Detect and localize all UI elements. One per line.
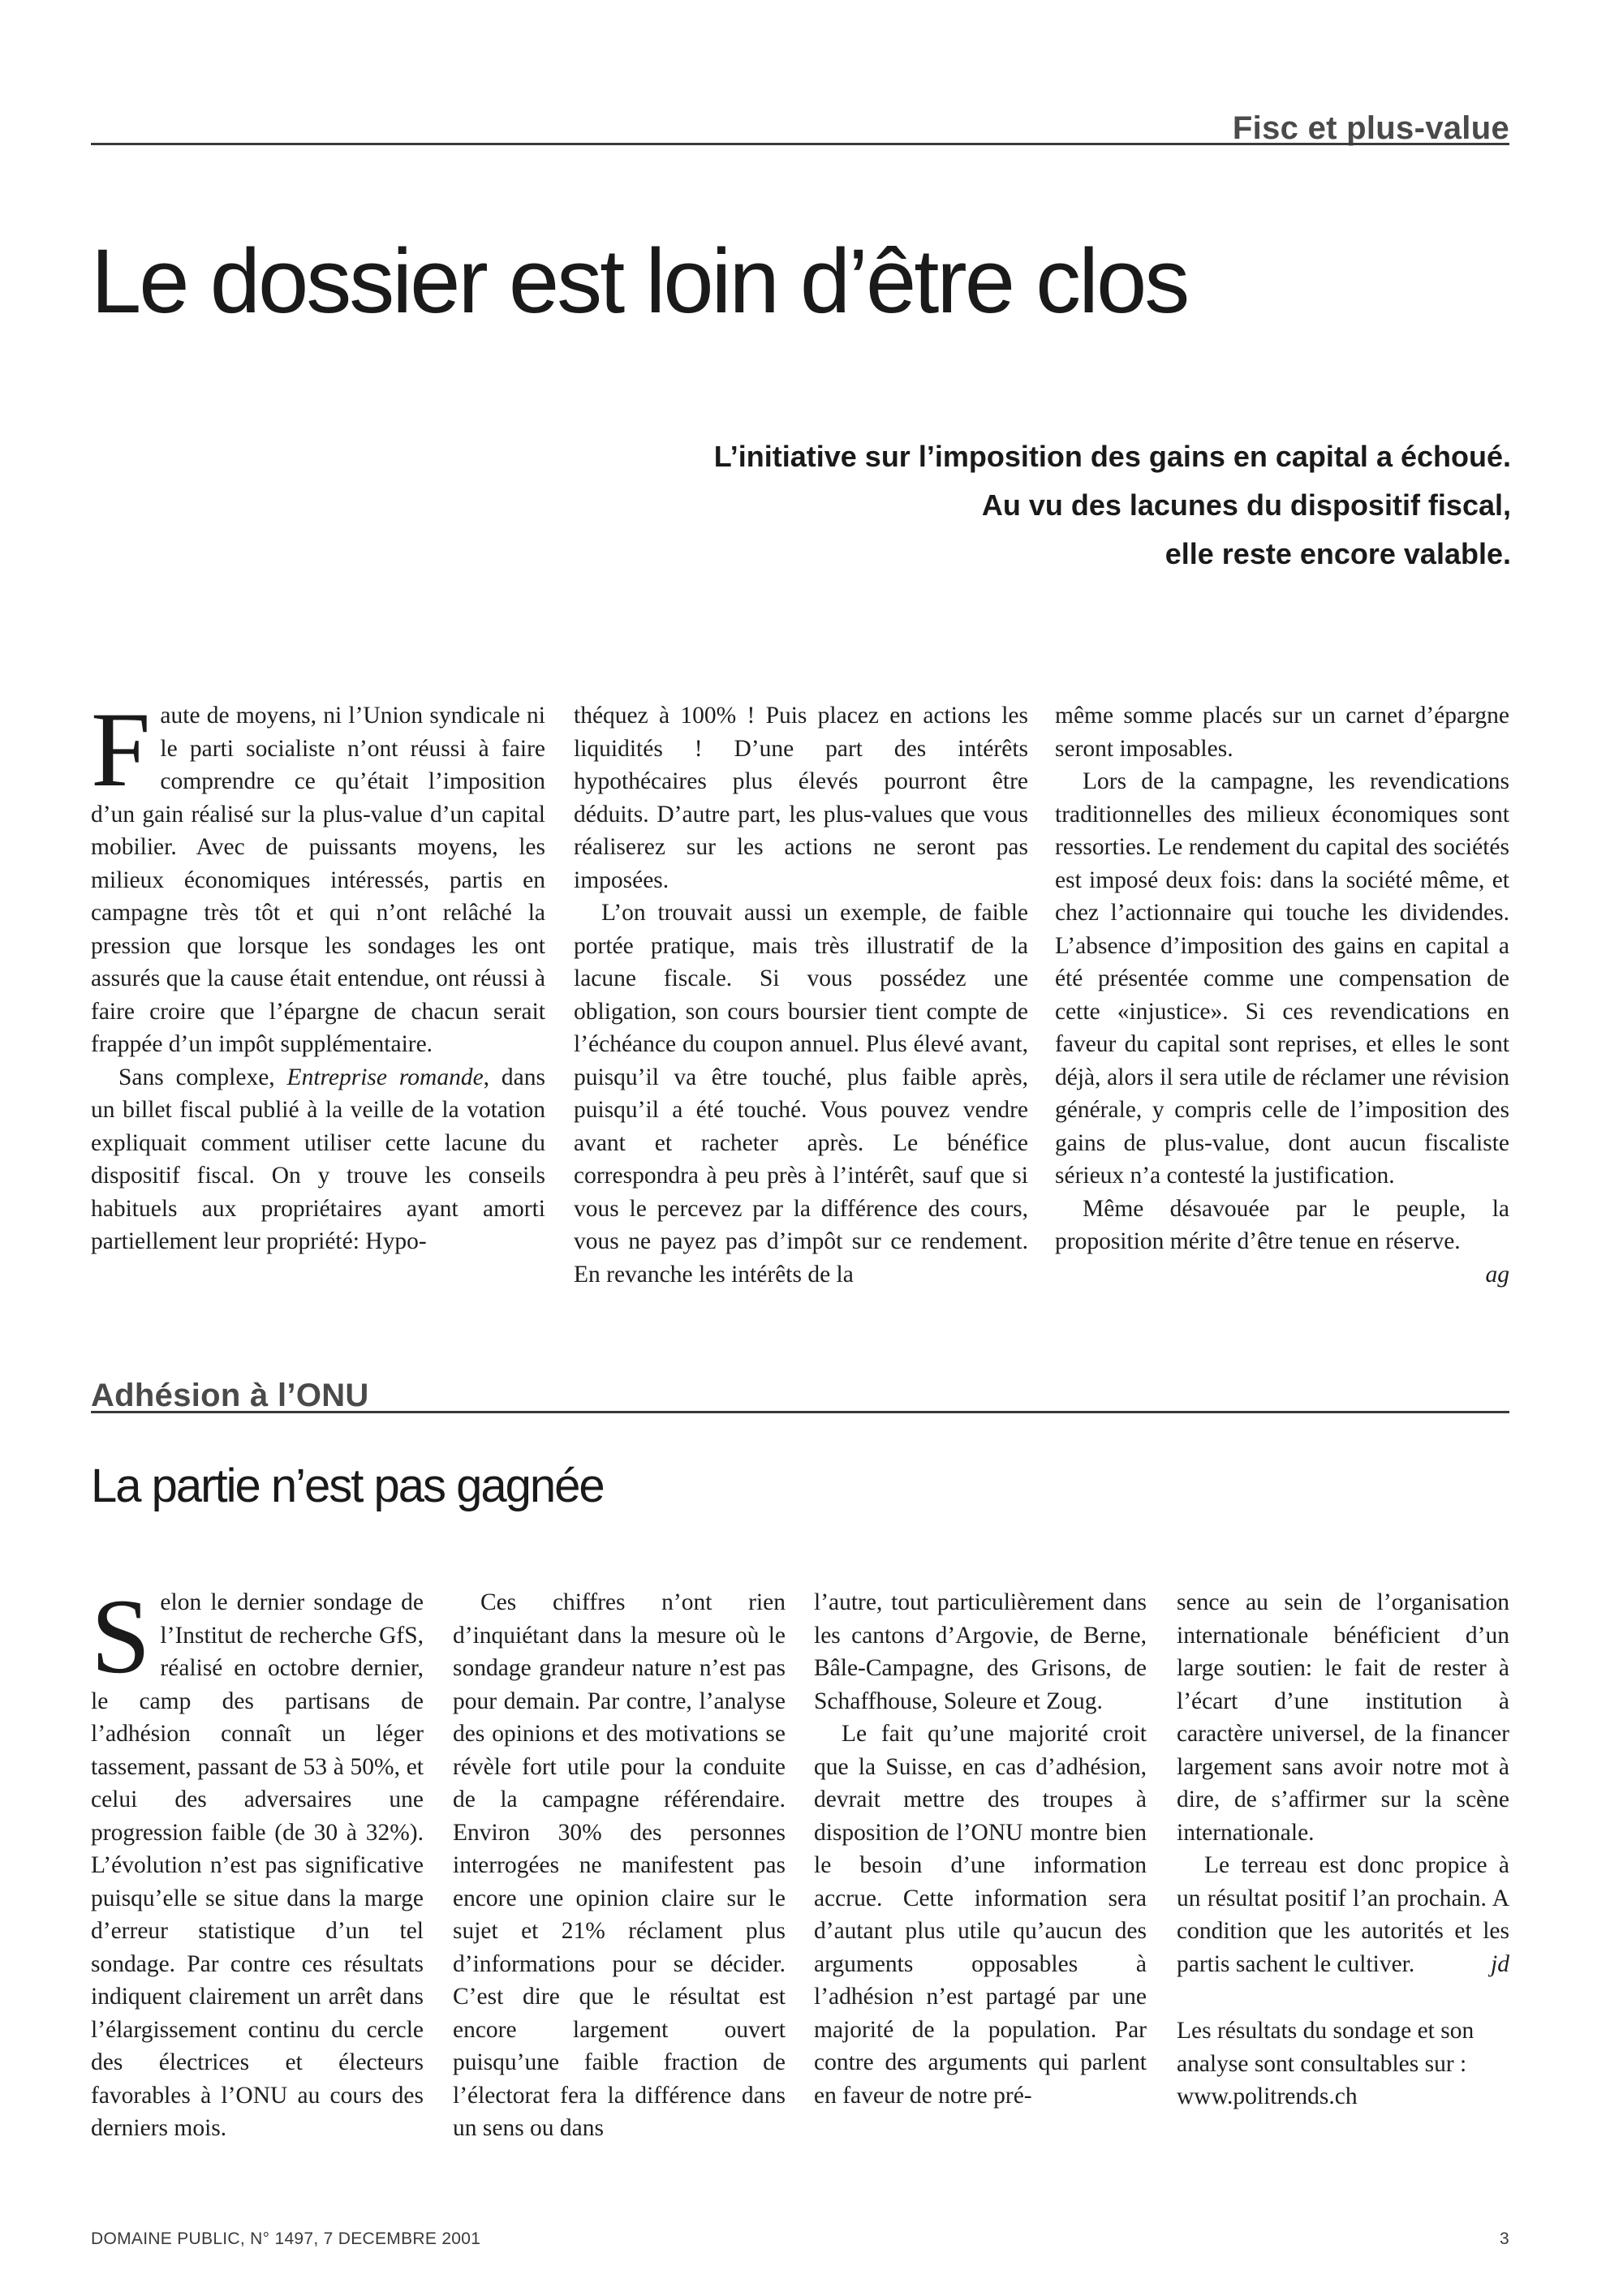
paragraph: théquez à 100% ! Puis placez en actions les liquidités ! D’une part des intérêts hypothécaires plus élevés pourront être déduits. D’autre part, les plus-values que vous réaliserez sur les actions ne seront pas imposées. bbox=[574, 703, 1028, 893]
page-footer bbox=[91, 2229, 1509, 2249]
paragraph-text: Le terreau est donc propice à un résultat positif l’an prochain. A condition que les autorités et les partis sachent le cultiver. bbox=[1177, 1852, 1509, 1977]
publication-name: Entreprise romande bbox=[286, 1064, 484, 1090]
article2-column-2 bbox=[453, 1586, 786, 2145]
publication-info: DOMAINE PUBLIC, N° 1497, 7 DECEMBRE 2001 bbox=[91, 2229, 481, 2248]
section-label-fisc: Fisc et plus-value bbox=[1232, 110, 1509, 146]
paragraph: sence au sein de l’organisation internationale bénéficient d’un large soutien: le fait de rester à l’écart d’une institution à caractère universel, de la financer largement sans avoir notre mot à dire, de s’affirmer sur la scène internationale. bbox=[1177, 1589, 1509, 1846]
paragraph bbox=[91, 1576, 424, 2145]
paragraph bbox=[91, 1061, 545, 1258]
author-signature: ag bbox=[1485, 1261, 1509, 1288]
paragraph-text: elon le dernier sondage de l’Institut de recherche GfS, réalisé en octobre dernier, le camp des partisans de l’adhésion connaît un léger tassement, passant de 53 à 50%, et celui des adversaires une progression faible (de 30 à 32%). L’évolution n’est pas significative puisqu’elle se situe dans la marge d’erreur statistique d’un tel sondage. Par contre ces résultats indiquent clairement un arrêt dans l’élargissement continu du cercle des électrices et électeurs favorables à l’ONU au cours des derniers mois. bbox=[91, 1589, 424, 2141]
section-rule bbox=[91, 1411, 1509, 1413]
lede-line: Au vu des lacunes du dispositif fiscal, bbox=[981, 488, 1511, 522]
paragraph bbox=[91, 690, 545, 1061]
article-title: La partie n’est pas gagnée bbox=[91, 1460, 604, 1512]
article-title: Le dossier est loin d’être clos bbox=[91, 230, 1188, 332]
paragraph-text: , dans un billet fiscal publié à la veille de la votation expliquait comment utiliser cette lacune du dispositif fiscal. On y trouve les conseils habituels aux propriétaires ayant amorti partiellement leur propriété: Hypo- bbox=[91, 1064, 546, 1254]
article-lede bbox=[456, 432, 1511, 578]
drop-cap: S bbox=[91, 1576, 151, 1696]
paragraph bbox=[1177, 1849, 1509, 1980]
lede-line: L’initiative sur l’imposition des gains en capital a échoué. bbox=[713, 440, 1511, 473]
page-number: 3 bbox=[1500, 2229, 1509, 2248]
article1-column-2 bbox=[574, 699, 1028, 1291]
author-signature: jd bbox=[1491, 1950, 1509, 1977]
paragraph: L’on trouvait aussi un exemple, de faible portée pratique, mais très illustratif de la lacune fiscale. Si vous possédez une obligation, son cours boursier tient compte de l’échéance du coupon annuel. Plus élevé avant, puisqu’il va être touché, plus faible après, puisqu’il a été touché. Vous pouvez vendre avant et racheter après. Le bénéfice correspondra à peu près à l’intérêt, sauf que si vous le percevez par la différence des cours, vous ne payez pas d’impôt sur ce rendement. En revanche les intérêts de la bbox=[574, 900, 1028, 1288]
paragraph: même somme placés sur un carnet d’épargne seront imposables. bbox=[1055, 703, 1509, 762]
article2-column-1 bbox=[91, 1576, 424, 2145]
paragraph-text: Même désavouée par le peuple, la proposition mérite d’être tenue en réserve. bbox=[1055, 1195, 1509, 1254]
article2-column-4 bbox=[1177, 1586, 1509, 2113]
drop-cap: F bbox=[91, 690, 151, 809]
header-rule bbox=[91, 143, 1509, 145]
section-label-onu: Adhésion à l’ONU bbox=[91, 1378, 369, 1413]
paragraph: l’autre, tout particulièrement dans les cantons d’Argovie, de Berne, Bâle-Campagne, des Grisons, de Schaffhouse, Soleure et Zoug. bbox=[814, 1589, 1147, 1714]
paragraph: Lors de la campagne, les revendications traditionnelles des milieux économiques sont ressorties. Le rendement du capital des sociétés est imposé deux fois: dans la société même, et chez l’actionnaire qui touche les dividendes. L’absence d’imposition des gains en capital a été présentée comme une compensation de cette «injustice». Si ces revendications en faveur du capital sont reprises, et elles le sont déjà, alors il sera utile de réclamer une révision générale, y compris celle de l’imposition des gains de plus-value, dont aucun fiscaliste sérieux n’a contesté la justification. bbox=[1055, 768, 1509, 1189]
paragraph: Ces chiffres n’ont rien d’inquiétant dans la mesure où le sondage grandeur nature n’est pas pour demain. Par contre, l’analyse des opinions et des motivations se révèle fort utile pour la conduite de la campagne référendaire. Environ 30% des personnes interrogées ne manifestent pas encore une opinion claire sur le sujet et 21% réclament plus d’informations pour se décider. C’est dire que le résultat est encore largement ouvert puisqu’une faible fraction de l’électorat fera la différence dans un sens ou dans bbox=[453, 1589, 786, 2141]
paragraph: Le fait qu’une majorité croit que la Suisse, en cas d’adhésion, devrait mettre des troupes à disposition de l’ONU montre bien le besoin d’une information accrue. Cette information sera d’autant plus utile qu’aucun des arguments opposables à l’adhésion n’est partagé par une majorité de la population. Par contre des arguments qui parlent en faveur de notre pré- bbox=[814, 1721, 1147, 2109]
article1-column-1 bbox=[91, 690, 546, 1258]
paragraph bbox=[1055, 1193, 1509, 1288]
source-note: Les résultats du sondage et son analyse sont consultables sur : www.politrends.ch bbox=[1177, 2018, 1474, 2109]
lede-line: elle reste encore valable. bbox=[1165, 537, 1511, 570]
paragraph-text: aute de moyens, ni l’Union syndicale ni le parti socialiste n’ont réussi à faire comprendre ce qu’était l’imposition d’un gain réalisé sur la plus-value d’un capital mobilier. Avec de puissants moyens, les milieux économiques intéressés, partis en campagne très tôt et qui n’ont relâché la pression que lorsque les sondages les ont assurés que la cause était entendue, ont réussi à faire croire que l’épargne de chacun serait frappée d’un impôt supplémentaire. bbox=[91, 703, 545, 1057]
article2-column-3 bbox=[814, 1586, 1147, 2112]
article1-column-3 bbox=[1055, 699, 1509, 1291]
paragraph-text: Sans complexe, bbox=[118, 1064, 287, 1090]
